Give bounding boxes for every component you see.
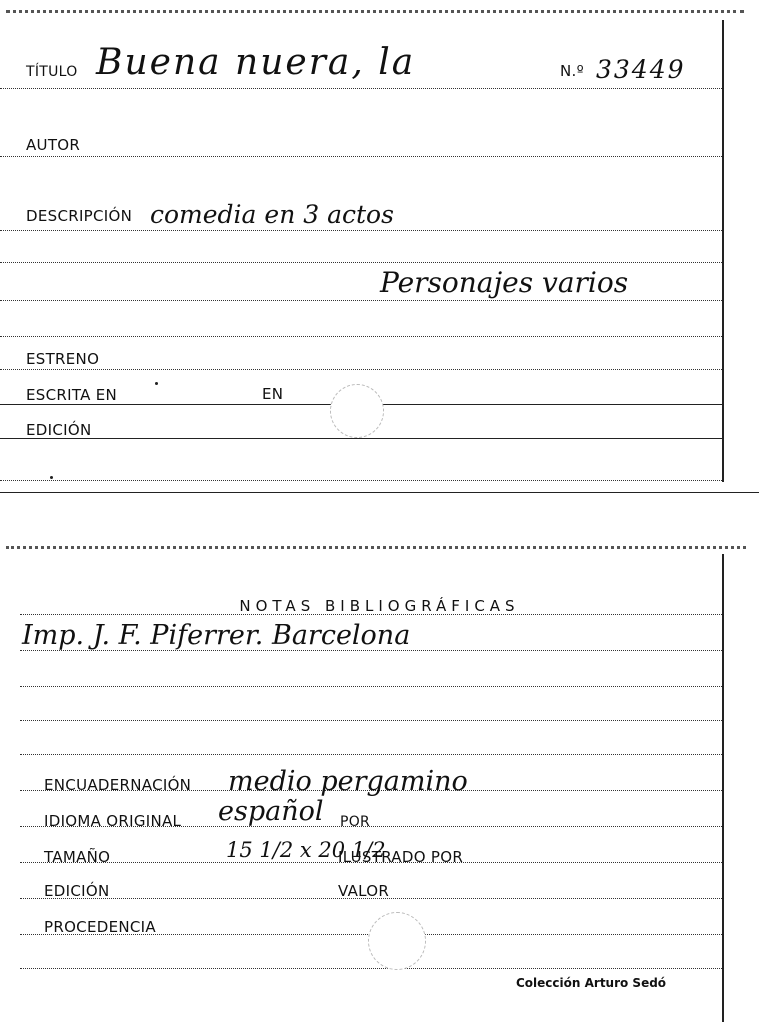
ruled-line (20, 720, 722, 721)
ink-speck (50, 476, 53, 479)
ilustrado-label: ILUSTRADO POR (338, 848, 464, 866)
ruled-line (0, 438, 722, 439)
titulo-value: Buena nuera, la (96, 42, 416, 83)
autor-label: AUTOR (26, 136, 81, 154)
titulo-label: TÍTULO (26, 64, 78, 80)
ruled-line (0, 480, 722, 481)
notas-heading: NOTAS BIBLIOGRÁFICAS (239, 597, 520, 615)
ruled-line (0, 262, 722, 263)
idioma-label: IDIOMA ORIGINAL (44, 812, 182, 830)
catalog-card-bottom (0, 540, 759, 1028)
edicion-label-2: EDICIÓN (44, 882, 110, 900)
por-label: POR (340, 814, 371, 830)
catalog-card-top (0, 0, 759, 500)
ruled-line (0, 88, 722, 89)
ruled-line (0, 156, 722, 157)
collection-credit: Colección Arturo Sedó (516, 976, 667, 990)
card-right-edge (722, 20, 724, 482)
encuadernacion-value: medio pergamino (228, 766, 468, 797)
procedencia-label: PROCEDENCIA (44, 918, 156, 936)
ink-speck (155, 382, 158, 385)
estreno-label: ESTRENO (26, 350, 100, 368)
descripcion-value-2: Personajes varios (380, 266, 629, 299)
ruled-line (0, 336, 722, 337)
encuadernacion-label: ENCUADERNACIÓN (44, 776, 192, 794)
descripcion-label: DESCRIPCIÓN (26, 207, 133, 225)
tamano-value: 15 1/2 x 20 1/2 (226, 838, 386, 862)
ruled-line (0, 300, 722, 301)
numero-label: N.º (560, 62, 584, 80)
punch-hole (330, 384, 384, 438)
en-label: EN (262, 385, 284, 403)
descripcion-value: comedia en 3 actos (150, 200, 394, 229)
card-top-edge (6, 546, 746, 557)
valor-label: VALOR (338, 882, 390, 900)
punch-hole (368, 912, 426, 970)
ruled-line (20, 686, 722, 687)
ruled-line (0, 369, 722, 370)
tamano-label: TAMAÑO (44, 848, 111, 866)
card-right-edge (722, 554, 724, 1022)
numero-value: 33449 (596, 55, 686, 84)
edicion-label: EDICIÓN (26, 421, 92, 439)
ruled-line (20, 968, 722, 969)
card-separator (0, 492, 759, 493)
escrita-label: ESCRITA EN (26, 386, 118, 404)
ruled-line (0, 230, 722, 231)
notas-value: Imp. J. F. Piferrer. Barcelona (22, 620, 411, 651)
ruled-line (20, 754, 722, 755)
idioma-value: español (218, 796, 324, 827)
card-top-edge (6, 10, 744, 21)
